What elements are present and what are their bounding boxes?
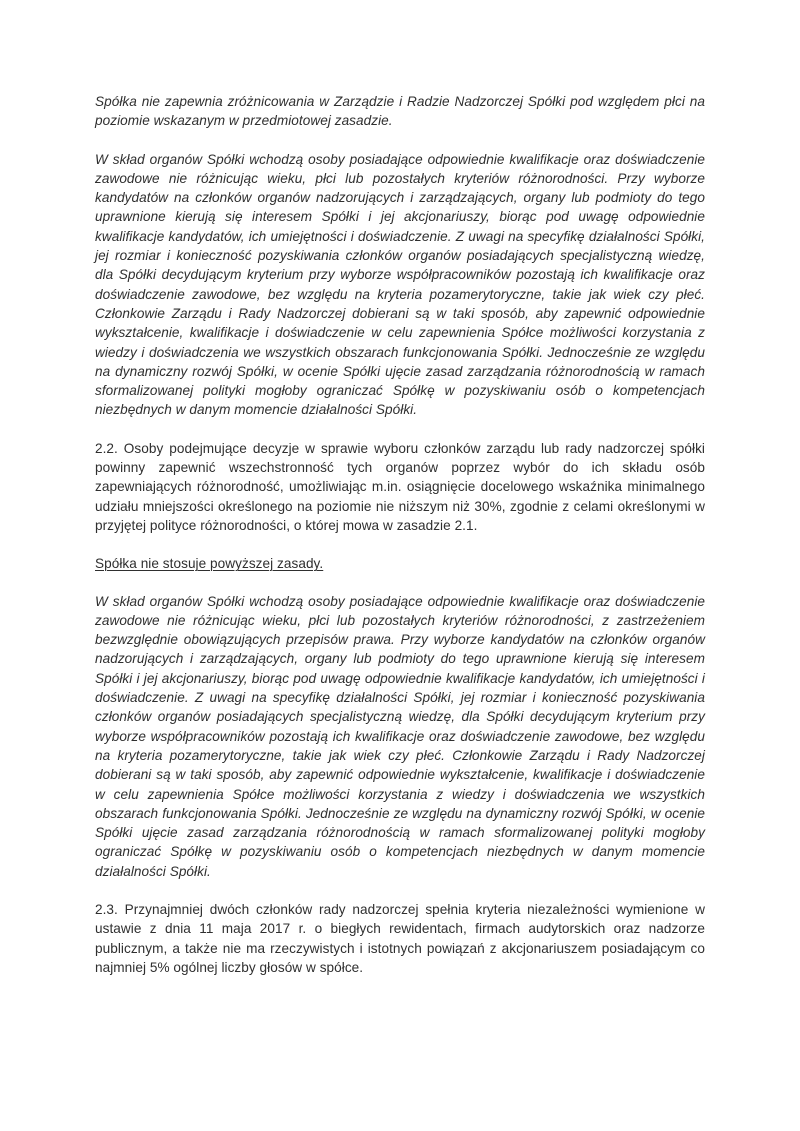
principle-2-2-text: 2.2. Osoby podejmujące decyzje w sprawie wyboru członków zarządu lub rady nadzorczej spółki powinny zapewnić wszechstronność tych organów poprzez wybór do ich składu osób zapewniających różnorodność, umożliwiając m.in. osiągnięcie docelowego wskaźnika minimalnego udziału mniejszości określonego na poziomie nie niższym niż 30%, zgodnie z celami określonymi w przyjętej polityce różnorodności, o której mowa w zasadzie 2.1. [95,440,705,533]
explanation-paragraph-board-composition: W skład organów Spółki wchodzą osoby posiadające odpowiednie kwalifikacje oraz doświadczenie zawodowe nie różnicując wieku, płci lub pozostałych kryteriów różnorodności. Przy wyborze kandydatów na członków organów nadzorujących i zarządzających, organy lub podmioty do tego uprawnione kierują się interesem Spółki i jej akcjonariuszy, biorąc pod uwagę odpowiednie kwalifikacje kandydatów, ich umiejętności i doświadczenie. Z uwagi na specyfikę działalności Spółki, jej rozmiar i konieczność pozyskiwania członków organów posiadających specjalistyczną wiedzę, dla Spółki decydującym kryterium przy wyborze współpracowników pozostają ich kwalifikacje oraz doświadczenie zawodowe, bez względu na kryteria pozamerytoryczne, takie jak wiek czy płeć. Członkowie Zarządu i Rady Nadzorczej dobierani są w taki sposób, aby zapewnić odpowiednie wykształcenie, kwalifikacje i doświadczenie w celu zapewnienia Spółce możliwości korzystania z wiedzy i doświadczenia we wszystkich obszarach funkcjonowania Spółki. Jednocześnie ze względu na dynamiczny rozwój Spółki, w ocenie Spółki ujęcie zasad zarządzania różnorodnością w ramach sformalizowanej polityki mogłoby ograniczać Spółkę w pozyskiwaniu osób o kompetencjach niezbędnych w danym momencie działalności Spółki. [95,151,705,418]
explanation-paragraph-principle-2-2: W skład organów Spółki wchodzą osoby posiadające odpowiednie kwalifikacje oraz doświadczenie zawodowe nie różnicując wieku, płci lub pozostałych kryteriów różnorodności, z zastrzeżeniem bezwzględnie obowiązujących przepisów prawa. Przy wyborze kandydatów na członków organów nadzorujących i zarządzających, organy lub podmioty do tego uprawnione kierują się interesem Spółki i jej akcjonariuszy, biorąc pod uwagę odpowiednie kwalifikacje kandydatów, ich umiejętności i doświadczenie. Z uwagi na specyfikę działalności Spółki, jej rozmiar i konieczność pozyskiwania członków organów posiadających specjalistyczną wiedzę, dla Spółki decydującym kryterium przy wyborze współpracowników pozostają ich kwalifikacje oraz doświadczenie zawodowe, bez względu na kryteria pozamerytoryczne, takie jak wiek czy płeć. Członkowie Zarządu i Rady Nadzorczej dobierani są w taki sposób, aby zapewnić odpowiednie wykształcenie, kwalifikacje i doświadczenie w celu zapewnienia Spółce możliwości korzystania z wiedzy i doświadczenia we wszystkich obszarach funkcjonowania Spółki. Jednocześnie ze względu na dynamiczny rozwój Spółki, w ocenie Spółki ujęcie zasad zarządzania różnorodnością w ramach sformalizowanej polityki mogłoby ograniczać Spółkę w pozyskiwaniu osób o kompetencjach niezbędnych w danym momencie działalności Spółki. [95,593,705,879]
document-page [95,92,705,996]
compliance-status-statement: Spółka nie stosuje powyższej zasady. [95,556,324,572]
explanation-paragraph-gender-diversity: Spółka nie zapewnia zróżnicowania w Zarządzie i Radzie Nadzorczej Spółki pod względem płci na poziomie wskazanym w przedmiotowej zasadzie. [95,94,705,129]
principle-2-3-text: 2.3. Przynajmniej dwóch członków rady nadzorczej spełnia kryteria niezależności wymienione w ustawie z dnia 11 maja 2017 r. o biegłych rewidentach, firmach audytorskich oraz nadzorze publicznym, a także nie ma rzeczywistych i istotnych powiązań z akcjonariuszem posiadającym co najmniej 5% ogólnej liczby głosów w spółce. [95,901,705,975]
